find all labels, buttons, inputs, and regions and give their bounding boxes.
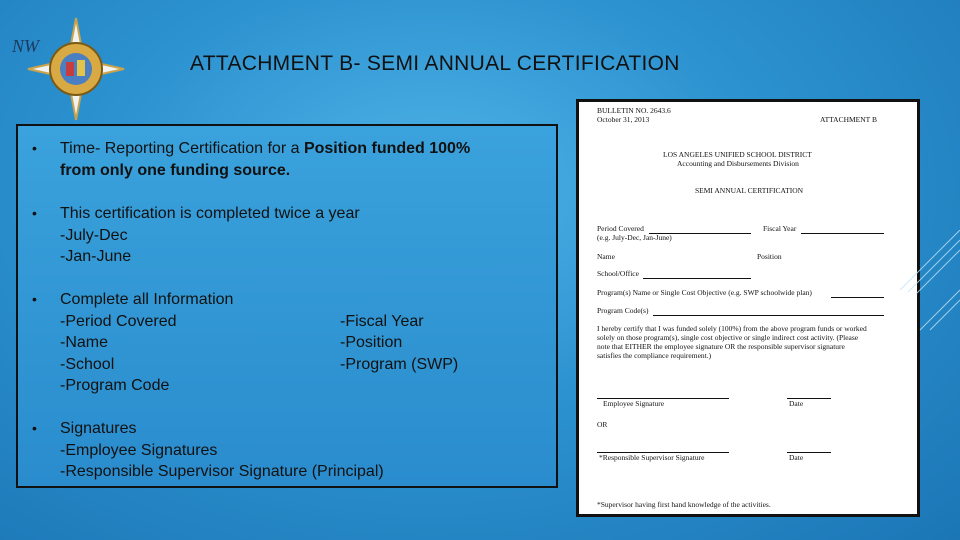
certification-text: satisfies the compliance requirement.)	[597, 351, 712, 360]
sub-item: -Employee Signatures	[60, 441, 218, 459]
footnote: *Supervisor having first hand knowledge of the activities.	[597, 500, 771, 509]
period-label: Period Covered	[597, 224, 644, 233]
bullet-text: Complete all Information	[60, 291, 234, 308]
attachment-label: ATTACHMENT B	[820, 115, 877, 124]
name-label: Name	[597, 252, 615, 261]
certification-text: solely on those program(s), single cost objective or single indirect cost activity. (Please	[597, 333, 859, 342]
certification-text: I hereby certify that I was funded solely (100%) from the above program funds or worked	[597, 324, 867, 333]
content-box	[16, 124, 558, 488]
bulletin-number: BULLETIN NO. 2643.6	[597, 106, 671, 115]
or-label: OR	[597, 420, 608, 429]
sub-item: -Program Code	[60, 377, 170, 394]
field-line	[653, 315, 884, 316]
program-code-label: Program Code(s)	[597, 306, 649, 315]
supervisor-signature-label: *Responsible Supervisor Signature	[599, 453, 705, 462]
field-line	[643, 278, 751, 279]
sub-item: -Name	[60, 334, 109, 351]
school-logo	[6, 14, 136, 124]
sub-item: -Fiscal Year	[340, 312, 424, 330]
page-title: ATTACHMENT B- SEMI ANNUAL CERTIFICATION	[190, 52, 680, 75]
field-line	[801, 233, 884, 234]
sub-item: -Position	[340, 334, 403, 351]
period-hint: (e.g. July-Dec, Jan-June)	[597, 233, 672, 242]
certification-form-image	[576, 99, 920, 517]
position-label: Position	[757, 252, 782, 261]
program-label: Program(s) Name or Single Cost Objective (e.g. SWP schoolwide plan)	[597, 288, 812, 297]
school-label: School/Office	[597, 269, 639, 278]
division-name: Accounting and Disbursements Division	[677, 159, 799, 168]
field-line	[831, 297, 884, 298]
sub-item: -School	[60, 355, 115, 373]
sub-item: -Period Covered	[60, 312, 177, 330]
bullet-emphasis: from only one funding source.	[60, 161, 291, 179]
bullet-marker: •	[32, 205, 37, 221]
decorative-lines	[900, 230, 960, 350]
sub-item: -Jan-June	[60, 248, 132, 265]
fiscal-year-label: Fiscal Year	[763, 224, 797, 233]
sub-item: -Responsible Supervisor Signature (Principal)	[60, 463, 384, 480]
date-label: Date	[789, 399, 804, 408]
bullet-marker: •	[32, 291, 37, 307]
sub-item: -Program (SWP)	[340, 355, 459, 373]
employee-signature-label: Employee Signature	[603, 399, 665, 408]
logo-monogram: NW	[12, 36, 39, 56]
bulletin-date: October 31, 2013	[597, 115, 650, 124]
bullet-text: Time- Reporting Certification for a	[60, 140, 304, 157]
certification-text: note that EITHER the employee signature OR the responsible supervisor signature	[597, 342, 845, 351]
bullet-emphasis: Position funded 100%	[303, 140, 471, 157]
district-name: LOS ANGELES UNIFIED SCHOOL DISTRICT	[663, 150, 812, 159]
sub-item: -July-Dec	[60, 226, 128, 244]
date-label: Date	[789, 453, 804, 462]
bullet-marker: •	[32, 420, 37, 436]
form-heading: SEMI ANNUAL CERTIFICATION	[695, 186, 804, 195]
bullet-text: Signatures	[60, 420, 137, 437]
bullet-text: This certification is completed twice a year	[60, 205, 360, 222]
bullet-marker: •	[32, 140, 37, 156]
